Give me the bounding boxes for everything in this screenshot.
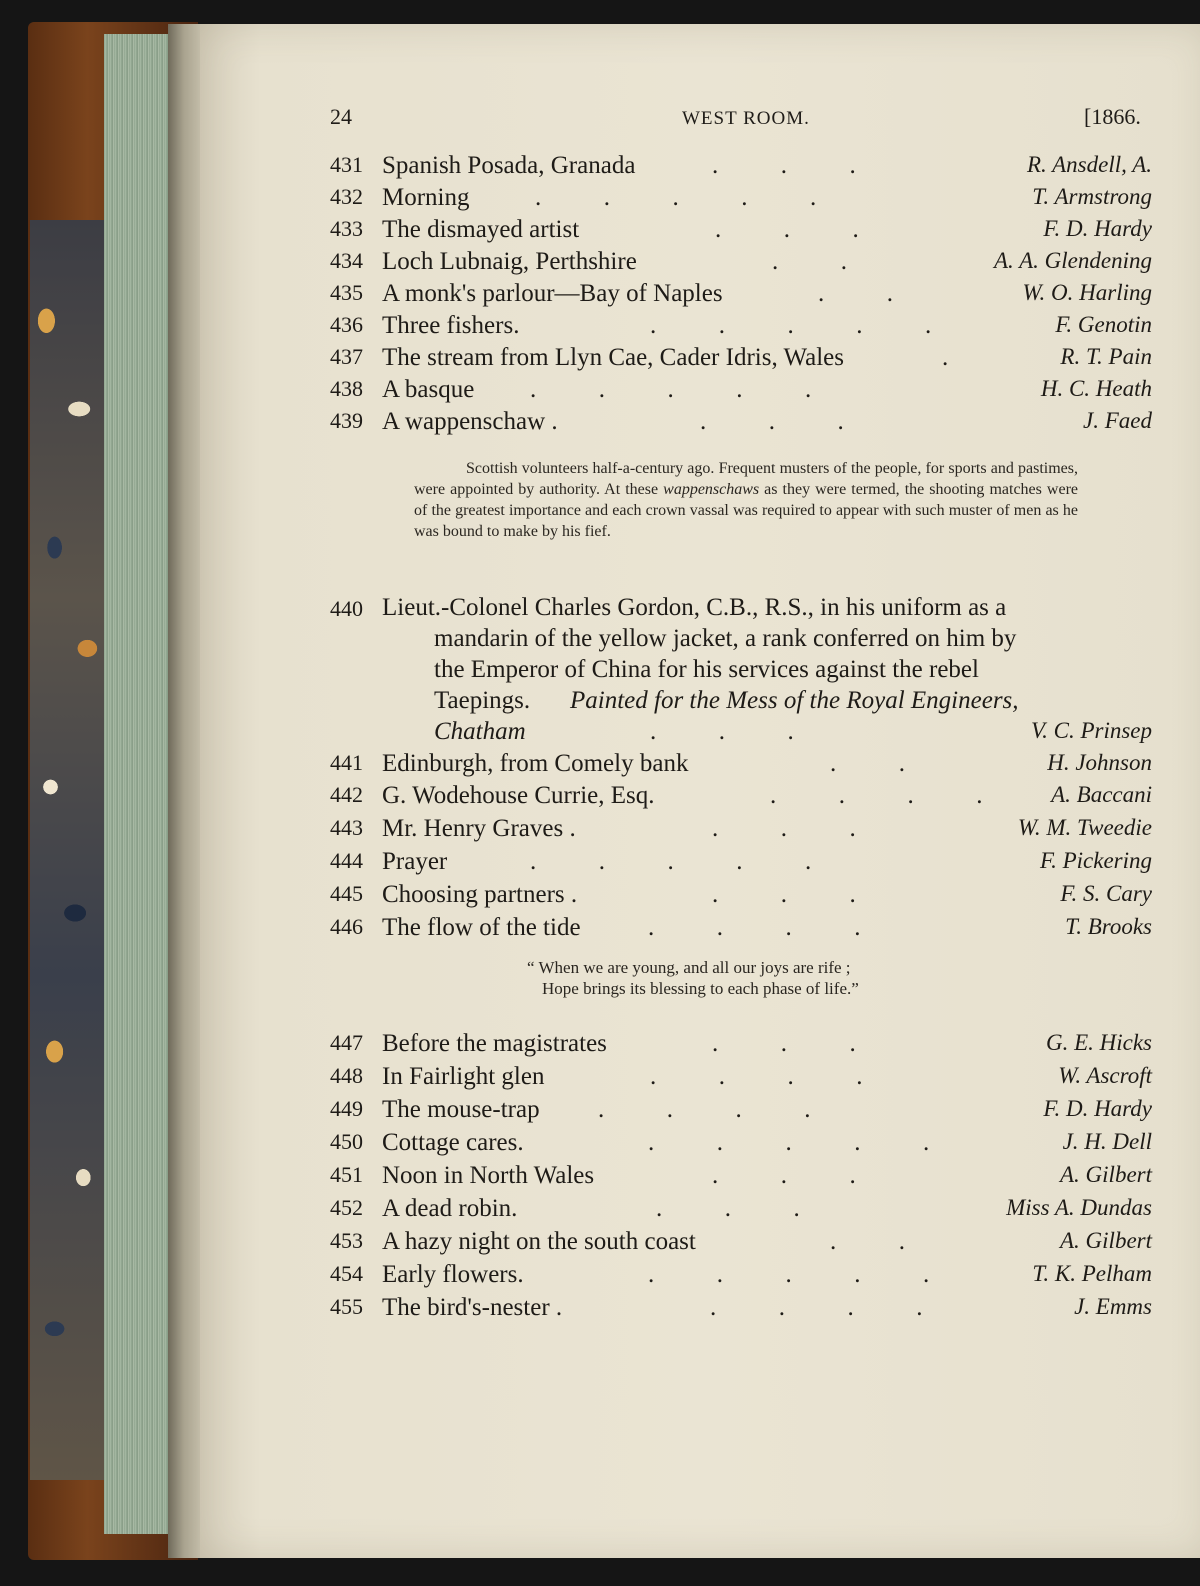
catalogue-entry [0,782,1200,816]
entry-artist: A. A. Glendening [994,248,1152,273]
note-text-end: as they were termed, the shooting matches were of the greatest importance and each crown vassal was required to appear with such muster of men as he was bound to make by his fief. [414,481,1078,540]
leader-dots: . . . . [598,1096,811,1123]
catalogue-entry [0,216,1200,250]
entry-title: G. Wodehouse Currie, Esq. [382,782,655,809]
entry-number: 451 [330,1162,363,1187]
leader-dots: . . . [712,815,856,842]
entry-artist: F. S. Cary [1060,881,1152,906]
leader-dots: . . . . . [648,1261,930,1288]
leader-dots: . . . . . [530,848,812,875]
leader-dots: . . . [712,152,856,179]
entry-number: 454 [330,1261,363,1286]
entry-artist: J. Emms [1074,1294,1152,1319]
entry-title: Loch Lubnaig, Perthshire [382,248,637,275]
note-text-start: Scottish volunteers half-a-century ago. Frequent musters of the people, for sports and pastimes, were appointed by authority. At these [414,460,1078,498]
entry-number: 450 [330,1129,363,1154]
entry-artist: A. Gilbert [1060,1162,1152,1187]
entry-number: 447 [330,1030,363,1055]
entry-number: 446 [330,914,363,939]
leader-dots: . . . [650,718,794,745]
catalogue-entry [0,1162,1200,1196]
entry-title: Edinburgh, from Comely bank [382,750,689,777]
leader-dots: . . . [712,1162,856,1189]
entry-number: 442 [330,782,363,807]
leader-dots: . . . . [650,1063,863,1090]
entry-artist: T. K. Pelham [1032,1261,1152,1286]
entry-title: The flow of the tide [382,914,581,941]
entry-artist: A. Baccani [1051,782,1152,807]
entry-number: 441 [330,750,363,775]
entry-artist: F. Pickering [1040,848,1152,873]
entry-number: 437 [330,344,363,369]
entry-artist: H. C. Heath [1040,376,1152,401]
catalogue-entry [0,1228,1200,1262]
entry-number: 453 [330,1228,363,1253]
catalogue-entry [0,914,1200,948]
leader-dots: . . . . . [650,312,932,339]
catalogue-entry [0,408,1200,442]
date-mark: [1866. [1084,104,1141,129]
entry-title: In Fairlight glen [382,1063,545,1090]
catalogue-entry [0,344,1200,378]
leader-dots: . . . [656,1195,800,1222]
leader-dots: . . [830,1228,905,1255]
catalogue-entry [0,1261,1200,1295]
entry-title: A hazy night on the south coast [382,1228,696,1255]
entry-number: 436 [330,312,363,337]
leader-dots: . . . . [770,782,983,809]
leader-dots: . . [772,248,847,275]
entry-artist: V. C. Prinsep [1031,718,1152,743]
entry-number: 435 [330,280,363,305]
catalogue-entry [0,1030,1200,1064]
entry-title: The mouse-trap [382,1096,540,1123]
leader-dots: . . . [715,216,859,243]
entry-title: A basque [382,376,475,403]
entry-number: 431 [330,152,363,177]
catalogue-entry [0,848,1200,882]
catalogue-entry [0,248,1200,282]
catalogue-entry [0,312,1200,346]
catalogue-entry [0,815,1200,849]
leader-dots: . . . . . [648,1129,930,1156]
entry-artist: W. Ascroft [1058,1063,1152,1088]
entry-number: 433 [330,216,363,241]
entry-artist: R. T. Pain [1060,344,1152,369]
note-text-italic: wappenschaws [663,481,760,498]
entry-title: The dismayed artist [382,216,580,243]
entry-artist: A. Gilbert [1060,1228,1152,1253]
entry-title: Early flowers. [382,1261,524,1288]
leader-dots: . . [830,750,905,777]
entry-title-line: Taepings. [434,687,531,714]
entry-number: 443 [330,815,363,840]
entry-title: Spanish Posada, Granada [382,152,636,179]
catalogue-entry [0,1195,1200,1229]
entry-artist: G. E. Hicks [1045,1030,1152,1055]
catalogue-entry [0,750,1200,784]
catalogue-entry [0,152,1200,186]
entry-title-line: the Emperor of China for his services against the rebel [434,656,979,683]
entry-title: Prayer [382,848,448,875]
entry-number: 445 [330,881,363,906]
entry-title-italic: Painted for the Mess of the Royal Engineers, [570,687,1019,714]
entry-title: Noon in North Wales [382,1162,595,1189]
leader-dots: . [942,344,949,371]
entry-title: Morning [382,184,470,211]
leader-dots: . . . [712,881,856,908]
entry-artist: F. D. Hardy [1043,1096,1152,1121]
catalogue-entry [0,1294,1200,1328]
entry-artist: R. Ansdell, A. [1026,152,1152,177]
entry-number: 438 [330,376,363,401]
entry-number: 444 [330,848,363,873]
entry-artist: W. O. Harling [1022,280,1152,305]
leader-dots: . . . [700,408,844,435]
entry-title: Three fishers. [382,312,520,339]
quote-line: Hope brings its blessing to each phase of life.” [542,979,859,998]
catalogue-entry [0,1096,1200,1130]
entry-title-italic: Chatham [434,718,526,745]
catalogue-entry [0,184,1200,218]
entry-artist: J. Faed [1083,408,1152,433]
entry-number: 432 [330,184,363,209]
leader-dots: . . . [712,1030,856,1057]
entry-number: 439 [330,408,363,433]
entry-title: Before the magistrates [382,1030,607,1057]
entry-number: 434 [330,248,363,273]
entry-title: Choosing partners . [382,881,578,908]
catalogue-entry [0,1063,1200,1097]
entry-artist: W. M. Tweedie [1017,815,1152,840]
entry-title-line: mandarin of the yellow jacket, a rank conferred on him by [434,625,1017,652]
entry-title: A wappenschaw . [382,408,558,435]
catalogue-entry [0,376,1200,410]
catalogue-entry [0,280,1200,314]
entry-title: A dead robin. [382,1195,518,1222]
entry-number: 440 [330,596,363,621]
entry-number: 452 [330,1195,363,1220]
leader-dots: . . . . . [535,184,817,211]
entry-artist: T. Brooks [1065,914,1152,939]
entry-title-line: Lieut.-Colonel Charles Gordon, C.B., R.S., in his uniform as a [382,594,1007,621]
entry-number: 448 [330,1063,363,1088]
running-head: WEST ROOM. [682,108,810,129]
catalogue-entry [0,1129,1200,1163]
catalogue-entry [0,881,1200,915]
leader-dots: . . [818,280,893,307]
entry-number: 449 [330,1096,363,1121]
entry-artist: H. Johnson [1047,750,1152,775]
leader-dots: . . . . [710,1294,923,1321]
entry-title: A monk's parlour—Bay of Naples [382,280,723,307]
entry-number: 455 [330,1294,363,1319]
entry-artist: F. Genotin [1055,312,1152,337]
entry-artist: Miss A. Dundas [1006,1195,1152,1220]
page-number: 24 [330,104,352,129]
entry-title: The stream from Llyn Cae, Cader Idris, Wales [382,344,844,371]
leader-dots: . . . . . [530,376,812,403]
entry-title: The bird's-nester . [382,1294,563,1321]
entry-title: Cottage cares. [382,1129,524,1156]
leader-dots: . . . . [648,914,861,941]
entry-artist: T. Armstrong [1032,184,1152,209]
entry-artist: J. H. Dell [1062,1129,1152,1154]
entry-title: Mr. Henry Graves . [382,815,576,842]
entry-artist: F. D. Hardy [1043,216,1152,241]
quote-line: “ When we are young, and all our joys are rife ; [527,958,851,977]
entry-note [414,458,1078,542]
